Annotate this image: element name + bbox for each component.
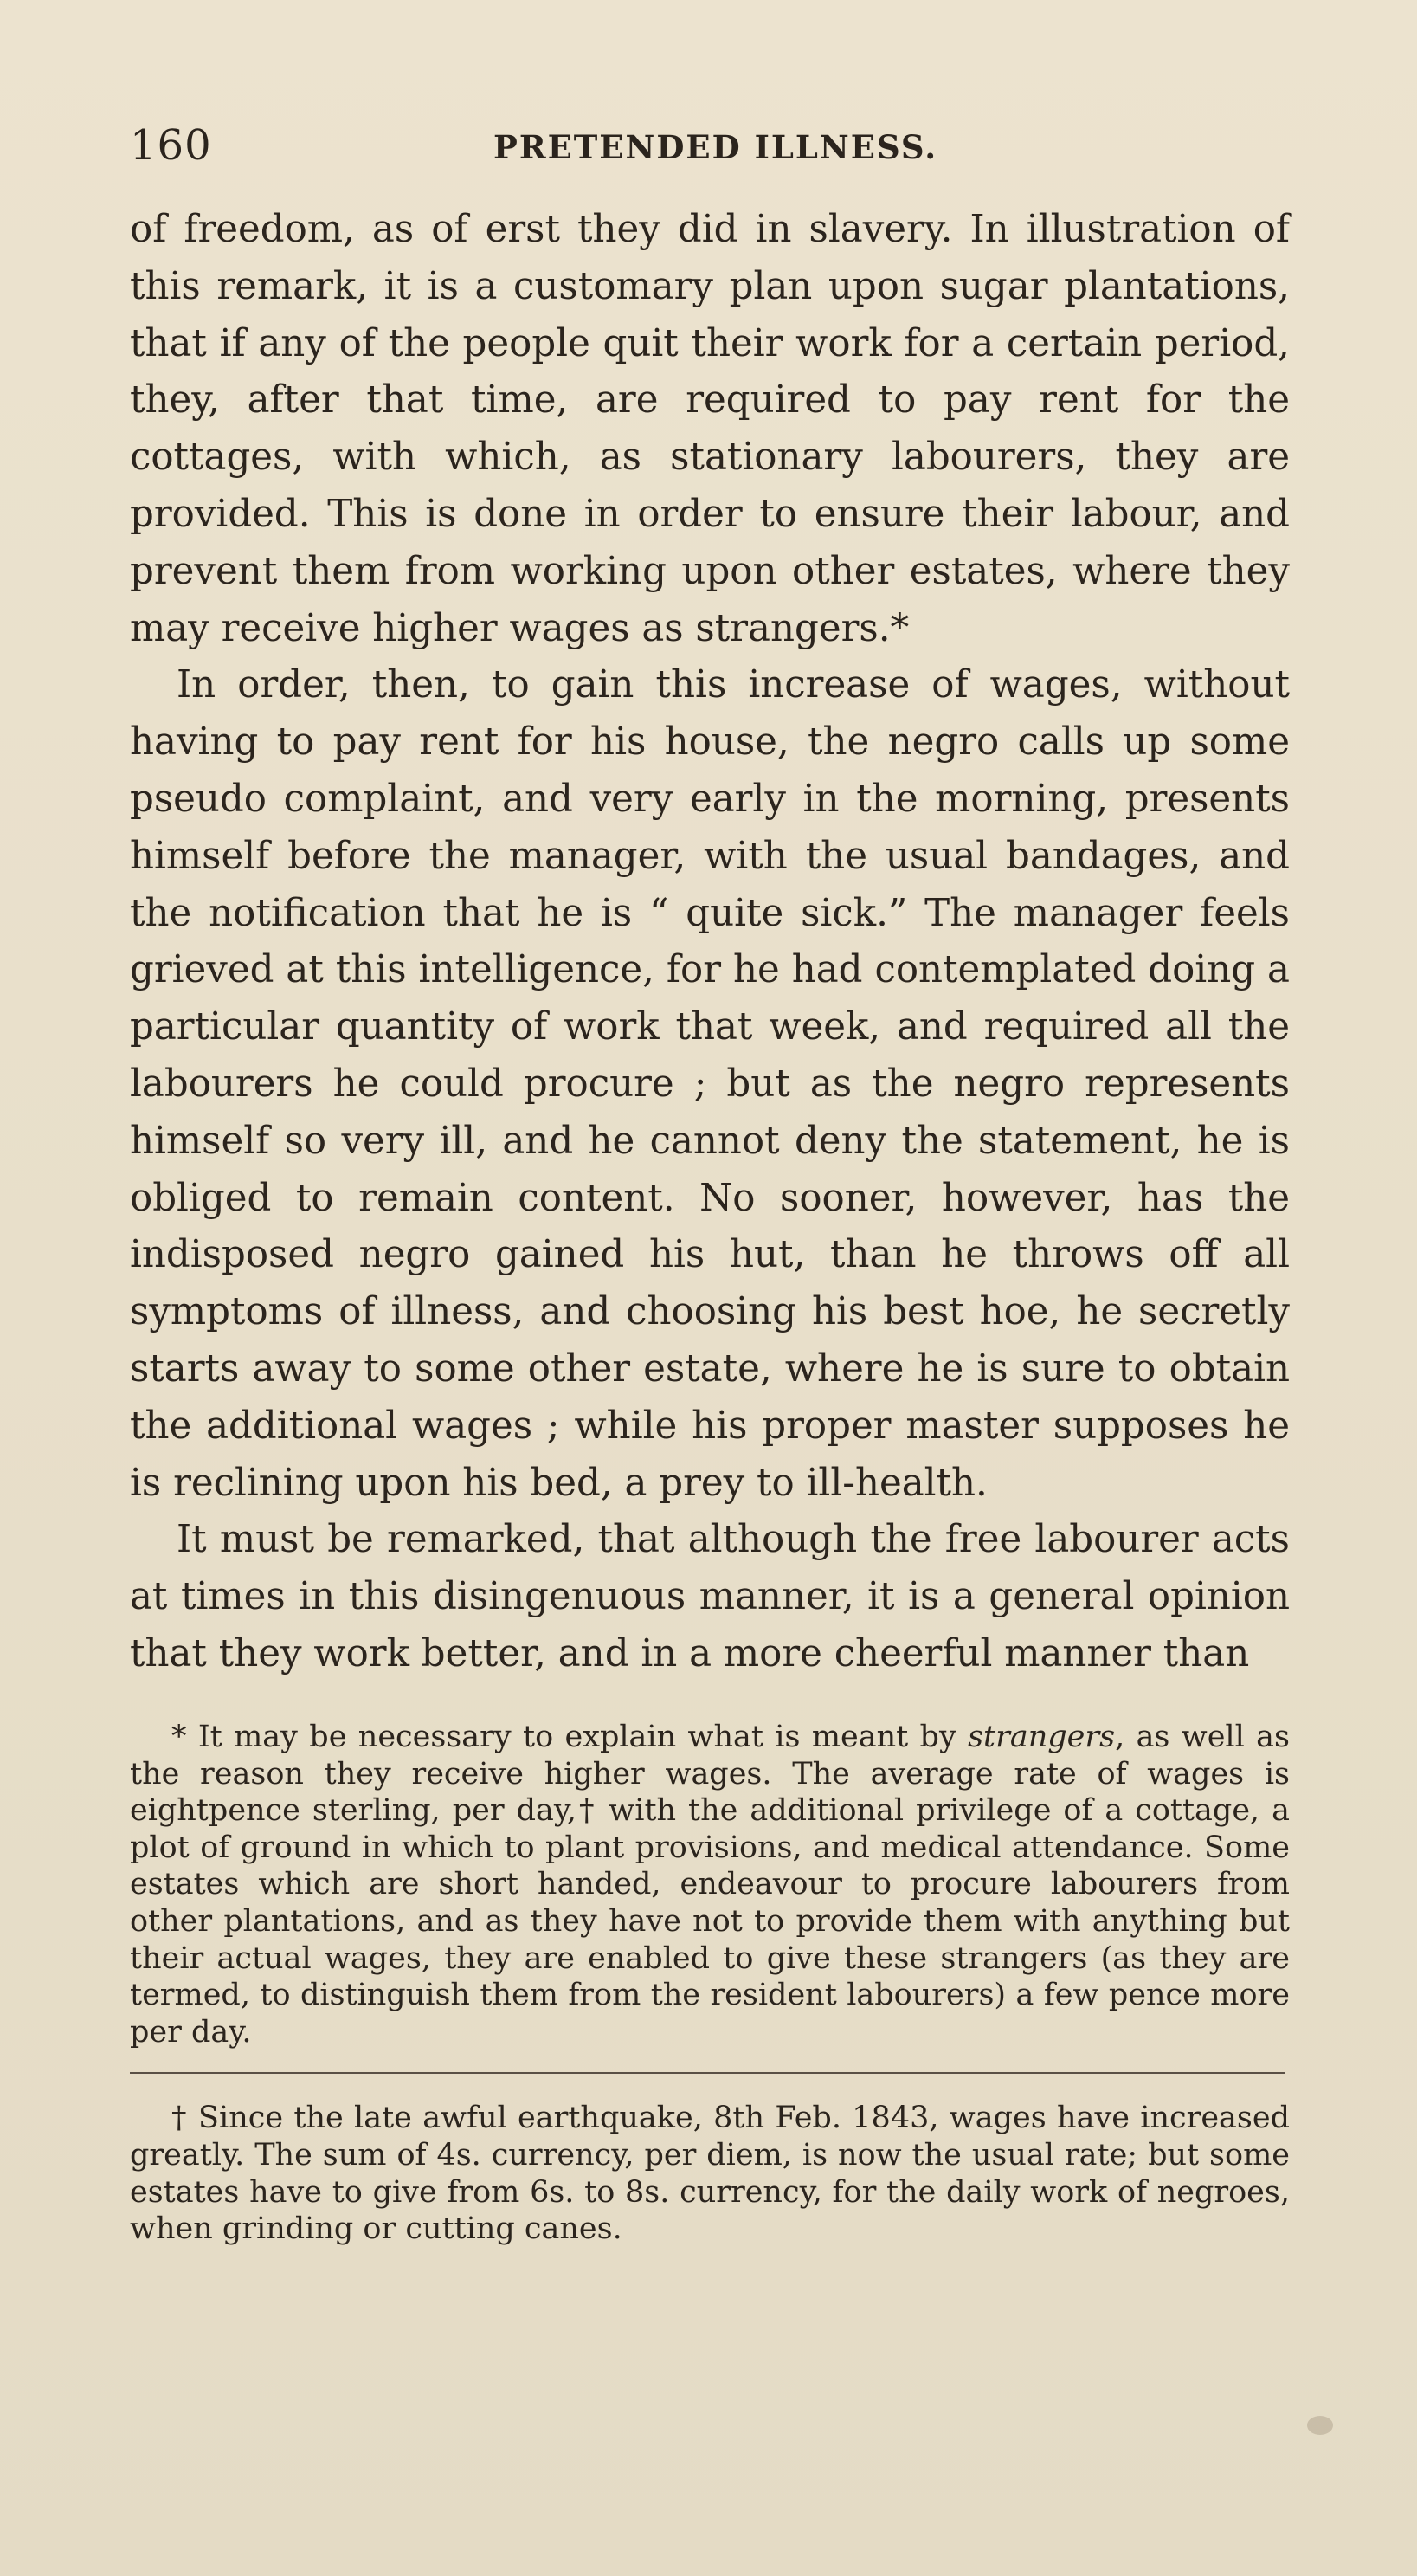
main-text: [130, 202, 1290, 1683]
paragraph-pseudo-complaint: In order, then, to gain this increase of wages, without having to pay rent for his house, the negro calls up some pseudo complaint, and very early in the morning, presents himself before the manager, with the usual bandages, and the notification that he is “ quite sick.” The manager feels grieved at this intelligence, for he had contemplated doing a particular quantity of work that week, and required all the labourers he could procure ; but as the negro represents himself so very ill, and he cannot deny the statement, he is obliged to remain content. No sooner, however, has the indisposed negro gained his hut, than he throws off all symptoms of illness, and choosing his best hoe, he secretly starts away to some other estate, where he is sure to obtain the additional wages ; while his proper master supposes he is reclining upon his bed, a prey to ill-health.: [130, 663, 1290, 1505]
running-title: PRETENDED ILLNESS.: [493, 128, 938, 166]
footnote-divider: [130, 2072, 1285, 2074]
footnote-earthquake: † Since the late awful earthquake, 8th Feb. 1843, wages have increased greatly. The sum of 4s. currency, per diem, is now the usual rate; but some estates have to give from 6s. to 8s. currency, for the daily work of negroes, when grinding or cutting canes.: [130, 2101, 1290, 2247]
footnote-strangers: [130, 1719, 1290, 2050]
footnote-strangers-emphasis: strangers: [968, 1720, 1116, 1754]
page-number: 160: [130, 121, 212, 170]
footnote-strangers-lead: * It may be necessary to explain what is meant by: [171, 1720, 969, 1754]
footnote-strangers-rest: , as well as the reason they receive higher wages. The average rate of wages is eightpence sterling, per day,† with the additional privilege of a cottage, a plot of ground in which to plant provisions, and medical attendance. Some estates which are short handed, endeavour to procure labourers from other plantations, and as they have not to provide them with anything but their actual wages, they are enabled to give these strangers (as they are termed, to distinguish them from the resident labourers) a few pence more per day.: [130, 1720, 1290, 2050]
paragraph-continued: of freedom, as of erst they did in slavery. In illustration of this remark, it is a customary plan upon sugar plantations, that if any of the people quit their work for a certain period, they, after that time, are required to pay rent for the cottages, with which, as stationary labourers, they are provided. This is done in order to ensure their labour, and prevent them from working upon other estates, where they may receive higher wages as strangers.*: [130, 208, 1290, 650]
paper-stain: [1307, 2416, 1333, 2435]
paragraph-free-labourer: It must be remarked, that although the free labourer acts at times in this disingenuous manner, it is a general opinion that they work better, and in a more cheerful manner than: [130, 1518, 1290, 1675]
page-header: [130, 121, 1285, 182]
footnotes: [130, 1719, 1290, 2248]
